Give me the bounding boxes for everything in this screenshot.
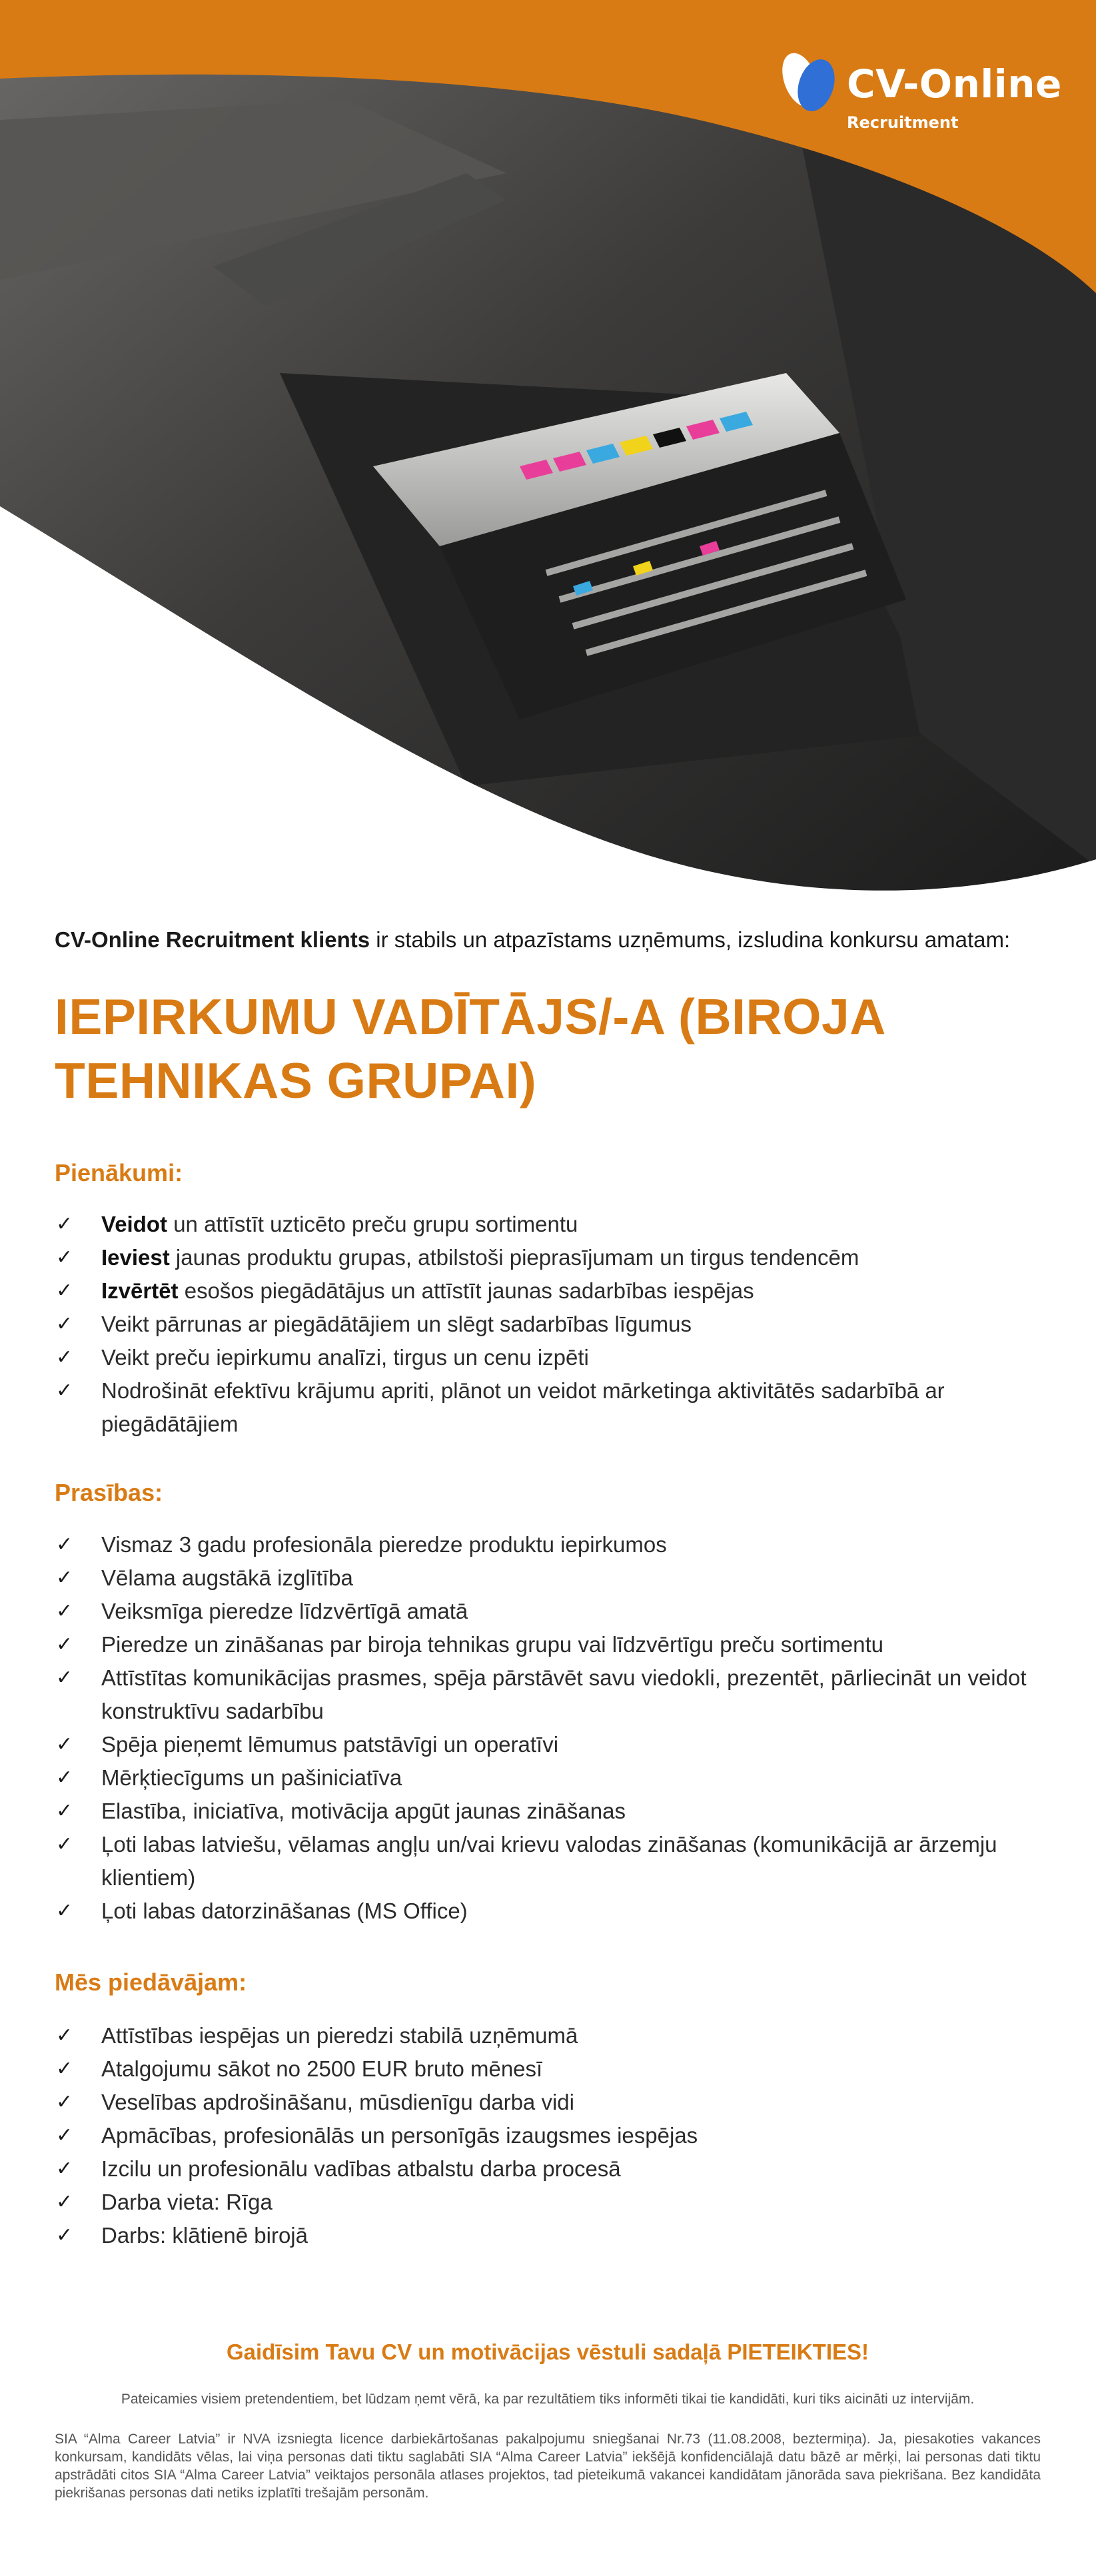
check-icon: ✓ bbox=[56, 1346, 73, 1369]
list-item bbox=[55, 1661, 1041, 1728]
check-icon: ✓ bbox=[56, 1599, 73, 1623]
list-item-text: Nodrošināt efektīvu krājumu apriti, plānot un veidot mārketinga aktivitātēs sadarbībā ar piegādātājiem bbox=[101, 1378, 945, 1436]
list-item-text: jaunas produktu grupas, atbilstoši pieprasījumam un tirgus tendencēm bbox=[169, 1245, 859, 1270]
list-item-text: Mērķtiecīgums un pašiniciatīva bbox=[101, 1765, 402, 1790]
check-icon: ✓ bbox=[56, 1899, 73, 1923]
check-icon: ✓ bbox=[56, 1566, 73, 1589]
list-item bbox=[55, 2186, 1041, 2219]
candidates-note: Pateicamies visiem pretendentiem, bet lūdzam ņemt vērā, ka par rezultātiem tiks informēti tikai tie kandidāti, kuri tiks aicināti uz intervijām. bbox=[121, 2391, 975, 2407]
cv-online-logo-icon bbox=[775, 49, 841, 116]
check-icon: ✓ bbox=[56, 2224, 73, 2247]
check-icon: ✓ bbox=[56, 1799, 73, 1823]
list-item-keyword: Ieviest bbox=[101, 1245, 170, 1270]
list-item-text: Atalgojumu sākot no 2500 EUR bruto mēnesī bbox=[101, 2056, 543, 2081]
check-icon: ✓ bbox=[56, 1633, 73, 1656]
list-item-text: Veiksmīga pieredze līdzvērtīgā amatā bbox=[101, 1599, 468, 1623]
list-item-text: Attīstības iespējas un pieredzi stabilā uzņēmumā bbox=[101, 2023, 578, 2048]
list-item bbox=[55, 1241, 1041, 1274]
list-item-text: Veselības apdrošināšanu, mūsdienīgu darba vidi bbox=[101, 2090, 574, 2114]
list-item bbox=[55, 1728, 1041, 1761]
list-item-keyword: Veidot bbox=[101, 1212, 168, 1236]
check-icon: ✓ bbox=[56, 2057, 73, 2080]
list-item-text: un attīstīt uzticēto preču grupu sortimentu bbox=[167, 1212, 578, 1236]
list-item bbox=[55, 1628, 1041, 1661]
offer-list bbox=[55, 2019, 1041, 2252]
list-item bbox=[55, 2019, 1041, 2052]
list-item bbox=[55, 1595, 1041, 1628]
legal-disclaimer: SIA “Alma Career Latvia” ir NVA izsniegta licence darbiekārtošanas pakalpojumu sniegšanai Nr.73 (11.08.2008, beztermiņa). Ja, piesakoties vakances konkursam, kandidāts vēlas, lai viņa personas dati tiktu saglabāti SIA “Alma Career Latvia” iekšējā konfidenciālajā datu bāzē ar mērķi, lai personas dati tiktu apstrādāti citos SIA “Alma Career Latvia” veiktajos personāla atlases projektos, tad pieteikumā vakancei kandidātam jānorāda sava piekrišana. Bez kandidāta piekrišanas personas dati netiks izplatīti trešajām personām. bbox=[55, 2431, 1041, 2501]
check-icon: ✓ bbox=[56, 1766, 73, 1789]
cv-online-logo[interactable] bbox=[775, 47, 1062, 132]
list-item bbox=[55, 1374, 1041, 1441]
check-icon: ✓ bbox=[56, 2024, 73, 2047]
list-item-text: Darba vieta: Rīga bbox=[101, 2190, 273, 2214]
check-icon: ✓ bbox=[56, 1212, 73, 1236]
logo-name: CV-Online bbox=[847, 61, 1062, 107]
list-item-text: Vismaz 3 gadu profesionāla pieredze produktu iepirkumos bbox=[101, 1532, 667, 1557]
list-item bbox=[55, 1341, 1041, 1374]
list-item bbox=[55, 2119, 1041, 2152]
list-item-text: esošos piegādātājus un attīstīt jaunas sadarbības iespējas bbox=[178, 1278, 754, 1303]
check-icon: ✓ bbox=[56, 2190, 73, 2214]
list-item-text: Veikt pārrunas ar piegādātājiem un slēgt sadarbības līgumus bbox=[101, 1312, 692, 1336]
list-item bbox=[55, 1761, 1041, 1795]
apply-call-to-action: Gaidīsim Tavu CV un motivācijas vēstuli sadaļā PIETEIKTIES! bbox=[226, 2340, 869, 2364]
check-icon: ✓ bbox=[56, 2090, 73, 2114]
list-item-text: Darbs: klātienē birojā bbox=[101, 2223, 308, 2248]
job-title: IEPIRKUMU VADĪTĀJS/-A (BIROJA TEHNIKAS GRUPAI) bbox=[55, 989, 885, 1108]
offer-title: Mēs piedāvājam: bbox=[55, 1968, 247, 1996]
logo-subtitle: Recruitment bbox=[847, 113, 959, 132]
list-item-text: Pieredze un zināšanas par biroja tehnikas grupu vai līdzvērtīgu preču sortimentu bbox=[101, 1632, 883, 1657]
list-item-text: Ļoti labas datorzināšanas (MS Office) bbox=[101, 1899, 468, 1923]
list-item-keyword: Izvērtēt bbox=[101, 1278, 179, 1303]
requirements-list bbox=[55, 1528, 1041, 1928]
check-icon: ✓ bbox=[56, 1733, 73, 1756]
list-item-text: Ļoti labas latviešu, vēlamas angļu un/vai krievu valodas zināšanas (komunikācijā ar ārzemju klientiem) bbox=[101, 1832, 997, 1890]
check-icon: ✓ bbox=[56, 1379, 73, 1402]
list-item bbox=[55, 2219, 1041, 2252]
check-icon: ✓ bbox=[56, 1533, 73, 1556]
list-item bbox=[55, 1274, 1041, 1308]
list-item bbox=[55, 1528, 1041, 1561]
intro-client: CV-Online Recruitment klients bbox=[55, 927, 370, 952]
check-icon: ✓ bbox=[56, 1833, 73, 1856]
list-item bbox=[55, 1895, 1041, 1928]
list-item bbox=[55, 1795, 1041, 1828]
list-item-text: Attīstītas komunikācijas prasmes, spēja pārstāvēt savu viedokli, prezentēt, pārliecināt un veidot konstruktīvu sadarbību bbox=[101, 1665, 1027, 1723]
list-item bbox=[55, 1561, 1041, 1595]
intro-body: ir stabils un atpazīstams uzņēmums, izsludina konkursu amatam: bbox=[370, 927, 1011, 952]
check-icon: ✓ bbox=[56, 1246, 73, 1269]
list-item-text: Spēja pieņemt lēmumus patstāvīgi un operatīvi bbox=[101, 1732, 559, 1757]
list-item bbox=[55, 1308, 1041, 1341]
requirements-title: Prasības: bbox=[55, 1479, 163, 1506]
list-item bbox=[55, 2086, 1041, 2119]
list-item bbox=[55, 2052, 1041, 2086]
check-icon: ✓ bbox=[56, 1279, 73, 1302]
list-item bbox=[55, 2152, 1041, 2186]
hero-banner bbox=[0, 0, 1096, 893]
list-item-text: Veikt preču iepirkumu analīzi, tirgus un cenu izpēti bbox=[101, 1345, 589, 1370]
list-item bbox=[55, 1208, 1041, 1241]
list-item-text: Apmācības, profesionālās un personīgās izaugsmes iespējas bbox=[101, 2123, 698, 2148]
duties-title: Pienākumi: bbox=[55, 1159, 183, 1186]
list-item-text: Vēlama augstākā izglītība bbox=[101, 1565, 353, 1590]
duties-list bbox=[55, 1208, 1041, 1441]
intro-text bbox=[55, 927, 1010, 953]
check-icon: ✓ bbox=[56, 1666, 73, 1689]
check-icon: ✓ bbox=[56, 2124, 73, 2147]
check-icon: ✓ bbox=[56, 2157, 73, 2180]
list-item-text: Elastība, iniciatīva, motivācija apgūt jaunas zināšanas bbox=[101, 1799, 626, 1823]
list-item bbox=[55, 1828, 1041, 1895]
list-item-text: Izcilu un profesionālu vadības atbalstu darba procesā bbox=[101, 2156, 621, 2181]
check-icon: ✓ bbox=[56, 1312, 73, 1336]
